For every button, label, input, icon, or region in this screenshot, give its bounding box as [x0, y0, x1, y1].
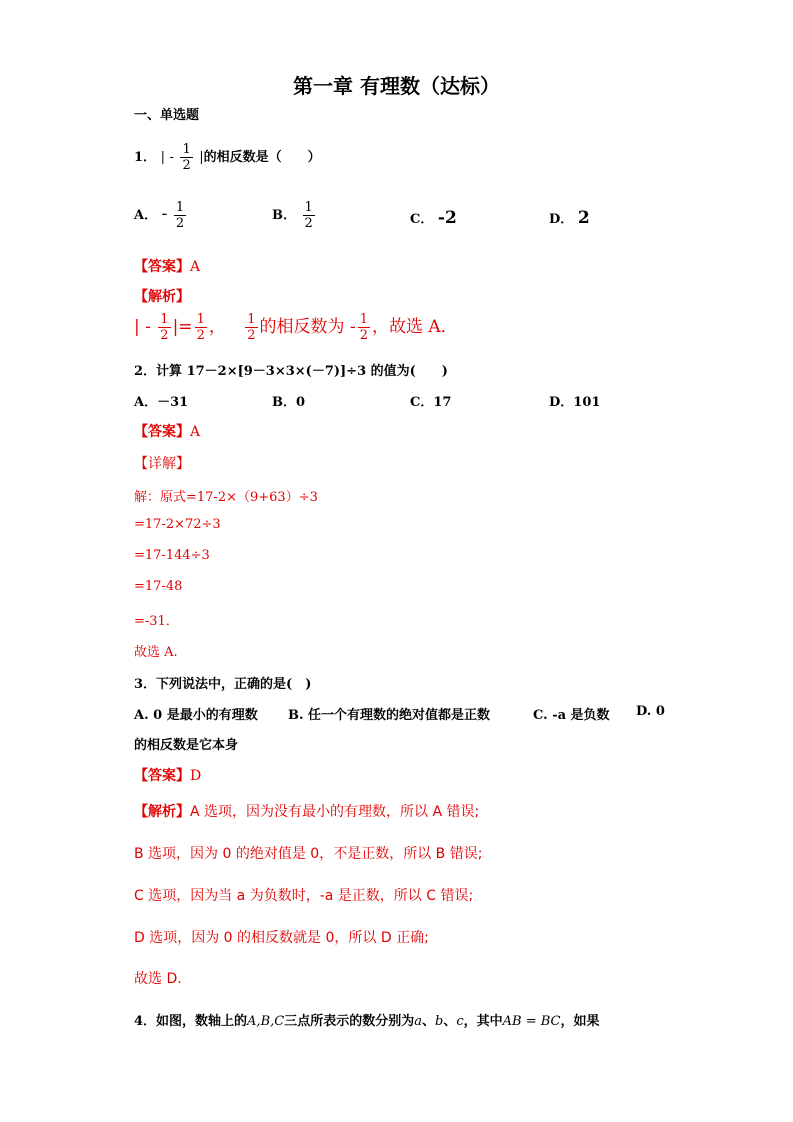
q3-option-a: A. 0 是最小的有理数 [134, 708, 258, 723]
q1-option-b: B． $\frac{1}{2}$ [272, 200, 313, 231]
q3-analysis-line: 故选 D. [134, 971, 182, 987]
q2-step: =17-144÷3 [134, 548, 210, 563]
fraction: $\frac{1}{2}$ [160, 312, 169, 343]
q3-option-b: B. 任一个有理数的绝对值都是正数 [288, 708, 491, 723]
page-title: 第一章 有理数（达标） [293, 74, 500, 98]
q1-answer: 【答案】A [134, 259, 201, 275]
q2-step: 故选 A. [134, 645, 178, 660]
question-1 [134, 142, 321, 173]
q2-option-d: D．101 [549, 395, 601, 410]
q3-analysis-line: 【解析】A 选项，因为没有最小的有理数，所以 A 错误; [134, 804, 480, 820]
minus-sign: - [169, 150, 174, 165]
section-heading: 一、单选题 [134, 108, 200, 123]
q3-analysis-line: C 选项，因为当 a 为负数时，-a 是正数，所以 C 错误; [134, 888, 474, 904]
fraction: $\frac{1}{2}$ [247, 312, 256, 343]
q3-analysis-line: B 选项，因为 0 的绝对值是 0，不是正数，所以 B 错误; [134, 846, 483, 862]
q2-option-b: B．0 [272, 395, 306, 410]
q3-answer: 【答案】D [134, 768, 202, 784]
q1-text: 的相反数是（ ） [203, 150, 321, 165]
fraction: $\frac{1}{2}$ [304, 200, 313, 231]
q2-option-a: A．－31 [134, 395, 189, 410]
fraction: $\frac{1}{2}$ [175, 200, 185, 231]
q2-step: 解：原式=17-2×（9+63）÷3 [134, 490, 318, 505]
q3-analysis-line: D 选项，因为 0 的相反数就是 0，所以 D 正确; [134, 930, 429, 946]
q1-option-c: C． -2 [410, 208, 457, 228]
q1-option-a: A． - $\frac{1}{2}$ [134, 200, 185, 231]
q2-detail-tag: 【详解】 [134, 456, 190, 472]
q1-option-d: D． 2 [549, 208, 590, 228]
q3-option-d-cont: 的相反数是它本身 [134, 738, 239, 753]
q2-answer: 【答案】A [134, 424, 201, 440]
q1-analysis: | - $\frac{1}{2}$ |= $\frac{1}{2}$ ， $\frac{1}{2}$ 的相反数为 - $\frac{1}{2}$ ，故选 A． [134, 312, 458, 343]
q3-option-d: D. 0 [636, 704, 665, 719]
fraction: $\frac{1}{2}$ [196, 312, 205, 343]
fraction: $\frac{1}{2}$ [182, 142, 191, 173]
q1-number: 1． [134, 150, 157, 165]
question-4: 4．如图，数轴上的A,B,C三点所表示的数分别为a、b、c，其中AB = BC，如果 [134, 1014, 600, 1029]
q1-analysis-tag: 【解析】 [134, 289, 190, 305]
question-2: 2．计算 17－2×[9－3×3×(－7)]÷3 的值为( ) [134, 364, 448, 379]
fraction: $\frac{1}{2}$ [359, 312, 368, 343]
q2-step: =-31． [134, 614, 179, 629]
q2-step: =17-2×72÷3 [134, 517, 221, 532]
q2-step: =17-48 [134, 579, 183, 594]
q2-option-c: C．17 [410, 395, 452, 410]
abs-bar-left: | [160, 150, 165, 165]
q3-option-c: C. -a 是负数 [533, 708, 610, 723]
abs-bar-right: | [199, 150, 204, 165]
question-3: 3．下列说法中，正确的是( ) [134, 677, 312, 692]
